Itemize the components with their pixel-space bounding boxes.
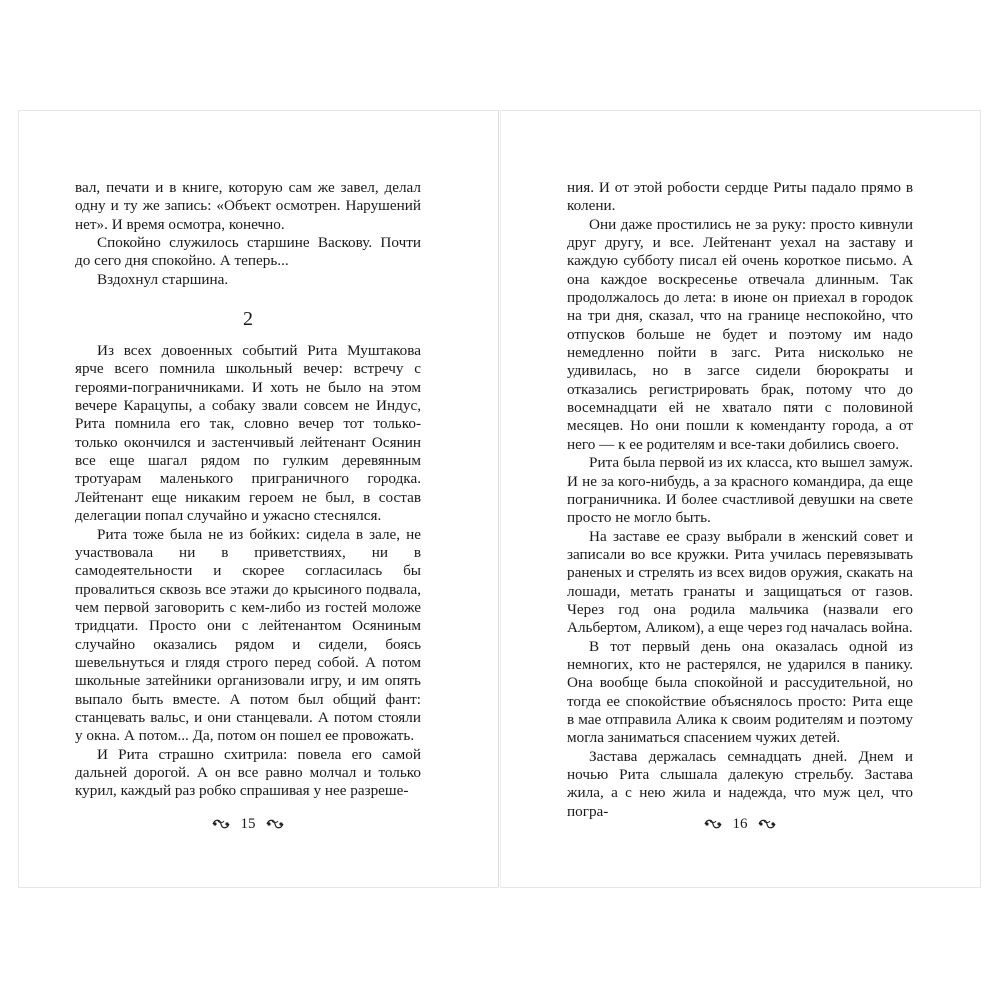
page-footer — [75, 814, 421, 833]
paragraph: Вздохнул старшина. — [97, 270, 229, 288]
paragraph: ния. И от этой робости сердце Риты падало прямо в колени. — [567, 179, 913, 215]
fleuron-icon — [265, 818, 285, 830]
paragraph: В тот первый день она оказалась одной из немногих, кто не растерялся, не ударился в панику. Она вообще была спокойной и рассудительной, но тогда ее спокойствие объяснялось просто: Рита еще в мае отправила Алика к своим родителям и поэтому могла заниматься спасением чужих детей. — [567, 637, 913, 747]
page-number: 15 — [240, 815, 256, 832]
right-page — [500, 110, 981, 888]
left-page-text — [75, 179, 421, 801]
paragraph: И Рита страшно схитрила: повела его самой дальней дорогой. А он все равно молчал и только курил, каждый раз робко спрашивая у нее разреше- — [75, 745, 421, 800]
paragraph: Рита тоже была не из бойких: сидела в зале, не участвовала ни в приветствиях, ни в самодеятельности и скорее согласилась бы провалиться сквозь все этажи до крысиного подвала, чем первой заговорить с кем-либо из гостей моложе тридцати. Просто они с лейтенантом Осяниным случайно оказались рядом и сидели, боясь шевельнуться и глядя строго перед собой. А потом школьные затейники организовали игру, и им опять выпало быть вместе. А потом был общий фант: станцевать вальс, и они станцевали. А потом стояли у окна. А потом... Да, потом он пошел ее провожать. — [75, 525, 421, 745]
paragraph: Застава держалась семнадцать дней. Днем и ночью Рита слышала далекую стрельбу. Застава жила, а с нею жила и надежда, что муж цел, что погра- — [567, 747, 913, 820]
paragraph: На заставе ее сразу выбрали в женский совет и записали во все кружки. Рита училась перевязывать раненых и стрелять из всех видов оружия, скакать на лошади, метать гранаты и защищаться от газов. Через год она родила мальчика (назвали его Альбертом, Аликом), а еще через год началась война. — [567, 527, 913, 637]
fleuron-icon — [757, 818, 777, 830]
chapter-number: 2 — [243, 308, 253, 331]
page-footer — [567, 814, 913, 833]
fleuron-icon — [703, 818, 723, 830]
right-page-text — [567, 179, 913, 821]
paragraph: Из всех довоенных событий Рита Муштакова ярче всего помнила школьный вечер: встречу с героями-пограничниками. И хоть не было на этом вечере Карацупы, а собаку звали совсем не Индус, Рита помнила его так, словно вечер тот только-только окончился и застенчивый лейтенант Осянин все еще шагал рядом по гулким деревянным тротуарам маленького приграничного городка. Лейтенант еще никаким героем не был, в состав делегации попал случайно и ужасно стеснялся. — [75, 342, 421, 525]
paragraph: вал, печати и в книге, которую сам же завел, делал одну и ту же запись: «Объект осмотрен. Нарушений нет». И время осмотра, конечно. — [75, 179, 421, 233]
paragraph: Спокойно служилось старшине Васкову. Почти до сего дня спокойно. А теперь... — [75, 234, 421, 270]
left-page — [18, 110, 499, 888]
paragraph: Они даже простились не за руку: просто кивнули друг другу, и все. Лейтенант уехал на заставу и каждую субботу писал ей очень короткое письмо. А она каждое воскресенье отвечала длинным. Так продолжалось до лета: в июне он приехал в городок на три дня, сказал, что на границе неспокойно, что отпусков больше не будет и поэтому им надо немедленно пойти в загс. Рита нисколько не удивилась, но в загсе сидели бюрократы и отказались регистрировать брак, потому что до восемнадцати ей не хватало пяти с половиной месяцев. Но они пошли к коменданту города, а от него — к ее родителям и все-таки добились своего. — [567, 215, 913, 453]
page-number: 16 — [732, 815, 748, 832]
paragraph: Рита была первой из их класса, кто вышел замуж. И не за кого-нибудь, а за красного командира, да еще пограничника. И более счастливой девушки на свете просто не могло быть. — [567, 454, 913, 527]
fleuron-icon — [211, 818, 231, 830]
